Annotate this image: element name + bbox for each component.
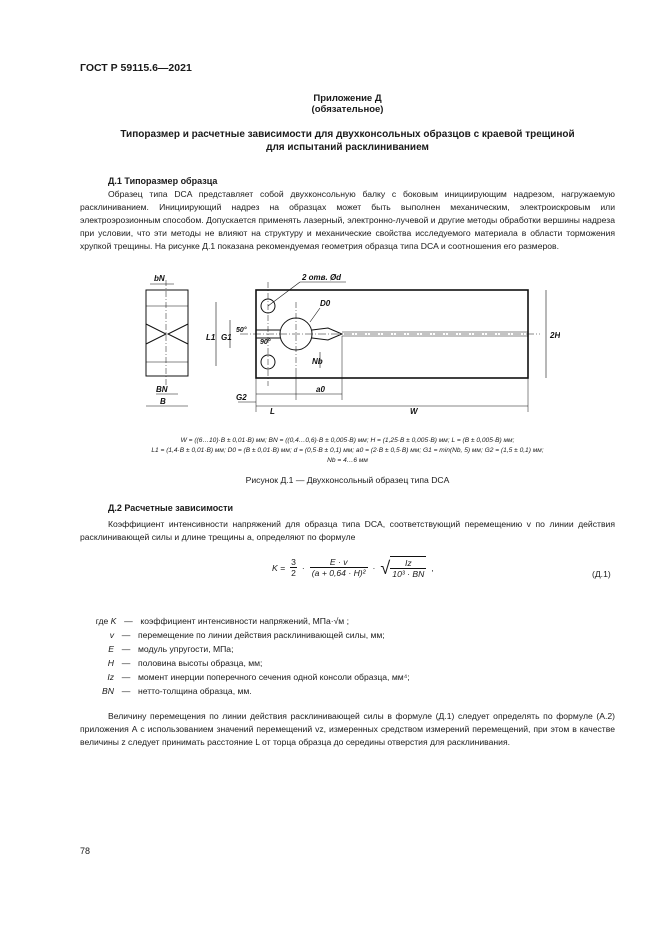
formula-fraction-1	[290, 557, 297, 578]
label-l: L	[270, 407, 275, 416]
legend-description: половина высоты образца, мм;	[138, 658, 263, 668]
label-nb: Nb	[312, 357, 323, 366]
formula-number: (Д.1)	[592, 569, 611, 579]
fraction-1-numerator: 3	[291, 557, 296, 567]
dca-specimen-drawing	[120, 272, 560, 432]
legend-description: перемещение по линии действия расклинивающей силы, мм;	[138, 630, 385, 640]
standard-header: ГОСТ Р 59115.6—2021	[80, 62, 192, 74]
figure-formula-line-2: L1 = (1,4·B ± 0,01·B) мм; D0 = (B ± 0,01·B) мм; d = (0,5·B ± 0,1) мм; a0 = (2·B ± 0,5·B) мм; G1 = min(Nb, 5) мм; G2 = (1,5 ± 0,1) мм;	[151, 447, 544, 454]
formula-fraction-3	[390, 556, 426, 579]
label-w: W	[410, 407, 418, 416]
section-2-heading: Д.2 Расчетные зависимости	[108, 503, 234, 513]
fraction-2-numerator: E · v	[329, 557, 348, 567]
label-a0: a0	[316, 385, 325, 394]
section-1-paragraph: Образец типа DCA представляет собой двухконсольную балку с боковым инициирующим надрезом, нагружаемую расклиниванием. Инициирующий надрез на образцах может быть выполнен механическим, электроискровым или электроэрозионным способом. Допускается применять лазерный, электронно-лучевой и другие методы обработки вершины надреза при условии, что эти методы не влияют на структуру и механические свойства исследуемого материала в области торможения хрупкой трещины. На рисунке Д.1 показана рекомендуемая геометрия образца типа DCA и соотношения его размеров.	[80, 189, 615, 251]
figure-formula-line-1: W = ((6…10)·B ± 0,01·B) мм; BN = ((0,4…0,6)·B ± 0,005·B) мм; H = (1,25·B ± 0,005·B) мм; L = (B ± 0,005·B) мм;	[180, 437, 515, 444]
sqrt-icon: √	[380, 557, 391, 578]
formula-fraction-2	[310, 557, 368, 578]
label-angle-90: 90°	[260, 339, 271, 346]
legend-description: коэффициент интенсивности напряжений, МПа·√м ;	[140, 616, 349, 626]
legend-symbol: H	[107, 658, 114, 668]
legend-description: момент инерции поперечного сечения одной консоли образца, мм⁴;	[138, 672, 410, 682]
annex-title: Приложение Д	[313, 93, 382, 104]
legend-row: v — перемещение по линии действия расклинивающей силы, мм;	[80, 629, 385, 643]
legend-symbol: E	[108, 644, 114, 654]
label-bn: bN	[154, 274, 165, 283]
symbols-legend	[80, 615, 615, 705]
label-holes: 2 отв. Ød	[302, 273, 342, 282]
formula-d1: K = $\frac{3}{2}$ · $\frac{E \cdot v}{\text{(a + 0,64 · H)²}}$ · √ $\frac{Iz}{\text{10³ · BN}}$ ,	[272, 557, 434, 579]
label-b: B	[160, 397, 166, 406]
fraction-3-numerator: Iz	[404, 558, 412, 568]
legend-row: H — половина высоты образца, мм;	[80, 657, 262, 671]
legend-symbol: BN	[102, 686, 114, 696]
legend-row: BN — нетто-толщина образца, мм.	[80, 685, 252, 699]
label-g1: G1	[221, 333, 232, 342]
title-line-1: Типоразмер и расчетные зависимости для двухконсольных образцов с краевой трещиной	[120, 129, 575, 140]
legend-row: Iz — момент инерции поперечного сечения одной консоли образца, мм⁴;	[80, 671, 410, 685]
label-angle-50: 50°	[236, 327, 247, 334]
fraction-3-denominator: 10³ · BN	[392, 569, 425, 579]
legend-description: нетто-толщина образца, мм.	[138, 686, 252, 696]
legend-description: модуль упругости, МПа;	[138, 644, 234, 654]
label-d0: D0	[320, 299, 331, 308]
legend-row: где K — коэффициент интенсивности напряжений, МПа·√м ;	[80, 615, 349, 629]
label-l1: L1	[206, 333, 216, 342]
section-1-heading: Д.1 Типоразмер образца	[108, 176, 218, 186]
section-2-paragraph: Коэффициент интенсивности напряжений для образца типа DCA, соответствующий перемещению v по линии действия расклинивающей силы и длине трещины a, определяют по формуле	[80, 519, 615, 542]
side-groove-right	[168, 324, 188, 344]
fraction-1-denominator: 2	[291, 568, 296, 578]
figure-caption: Рисунок Д.1 — Двухконсольный образец типа DCA	[245, 475, 450, 485]
annex-status: (обязательное)	[311, 104, 384, 115]
figure-formula-line-3: Nb = 4…6 мм	[327, 457, 368, 464]
legend-symbol: Iz	[107, 672, 114, 682]
document-title	[80, 128, 615, 154]
page-number: 78	[80, 846, 91, 856]
label-2h: 2H	[550, 331, 560, 340]
side-groove-left	[146, 324, 166, 344]
title-line-2: для испытаний расклиниванием	[266, 142, 429, 153]
legend-symbol: v	[109, 630, 114, 640]
fraction-2-denominator: (a + 0,64 · H)²	[311, 568, 366, 578]
label-g2: G2	[236, 393, 247, 402]
formula-lhs: K =	[272, 562, 286, 573]
closing-paragraph: Величину перемещения по линии действия расклинивающей силы в формуле (Д.1) следует определять по формуле (А.2) приложения А с использованием значений перемещений vz, измеренных средством измерений перемещений, при этом в качестве величины z следует принимать расстояние L от торца образца до середины отверстия для расклинивания.	[80, 711, 615, 747]
label-bn2: BN	[156, 385, 168, 394]
legend-symbol: где K	[95, 616, 117, 626]
legend-row: E — модуль упругости, МПа;	[80, 643, 233, 657]
side-view-outline	[146, 290, 188, 376]
